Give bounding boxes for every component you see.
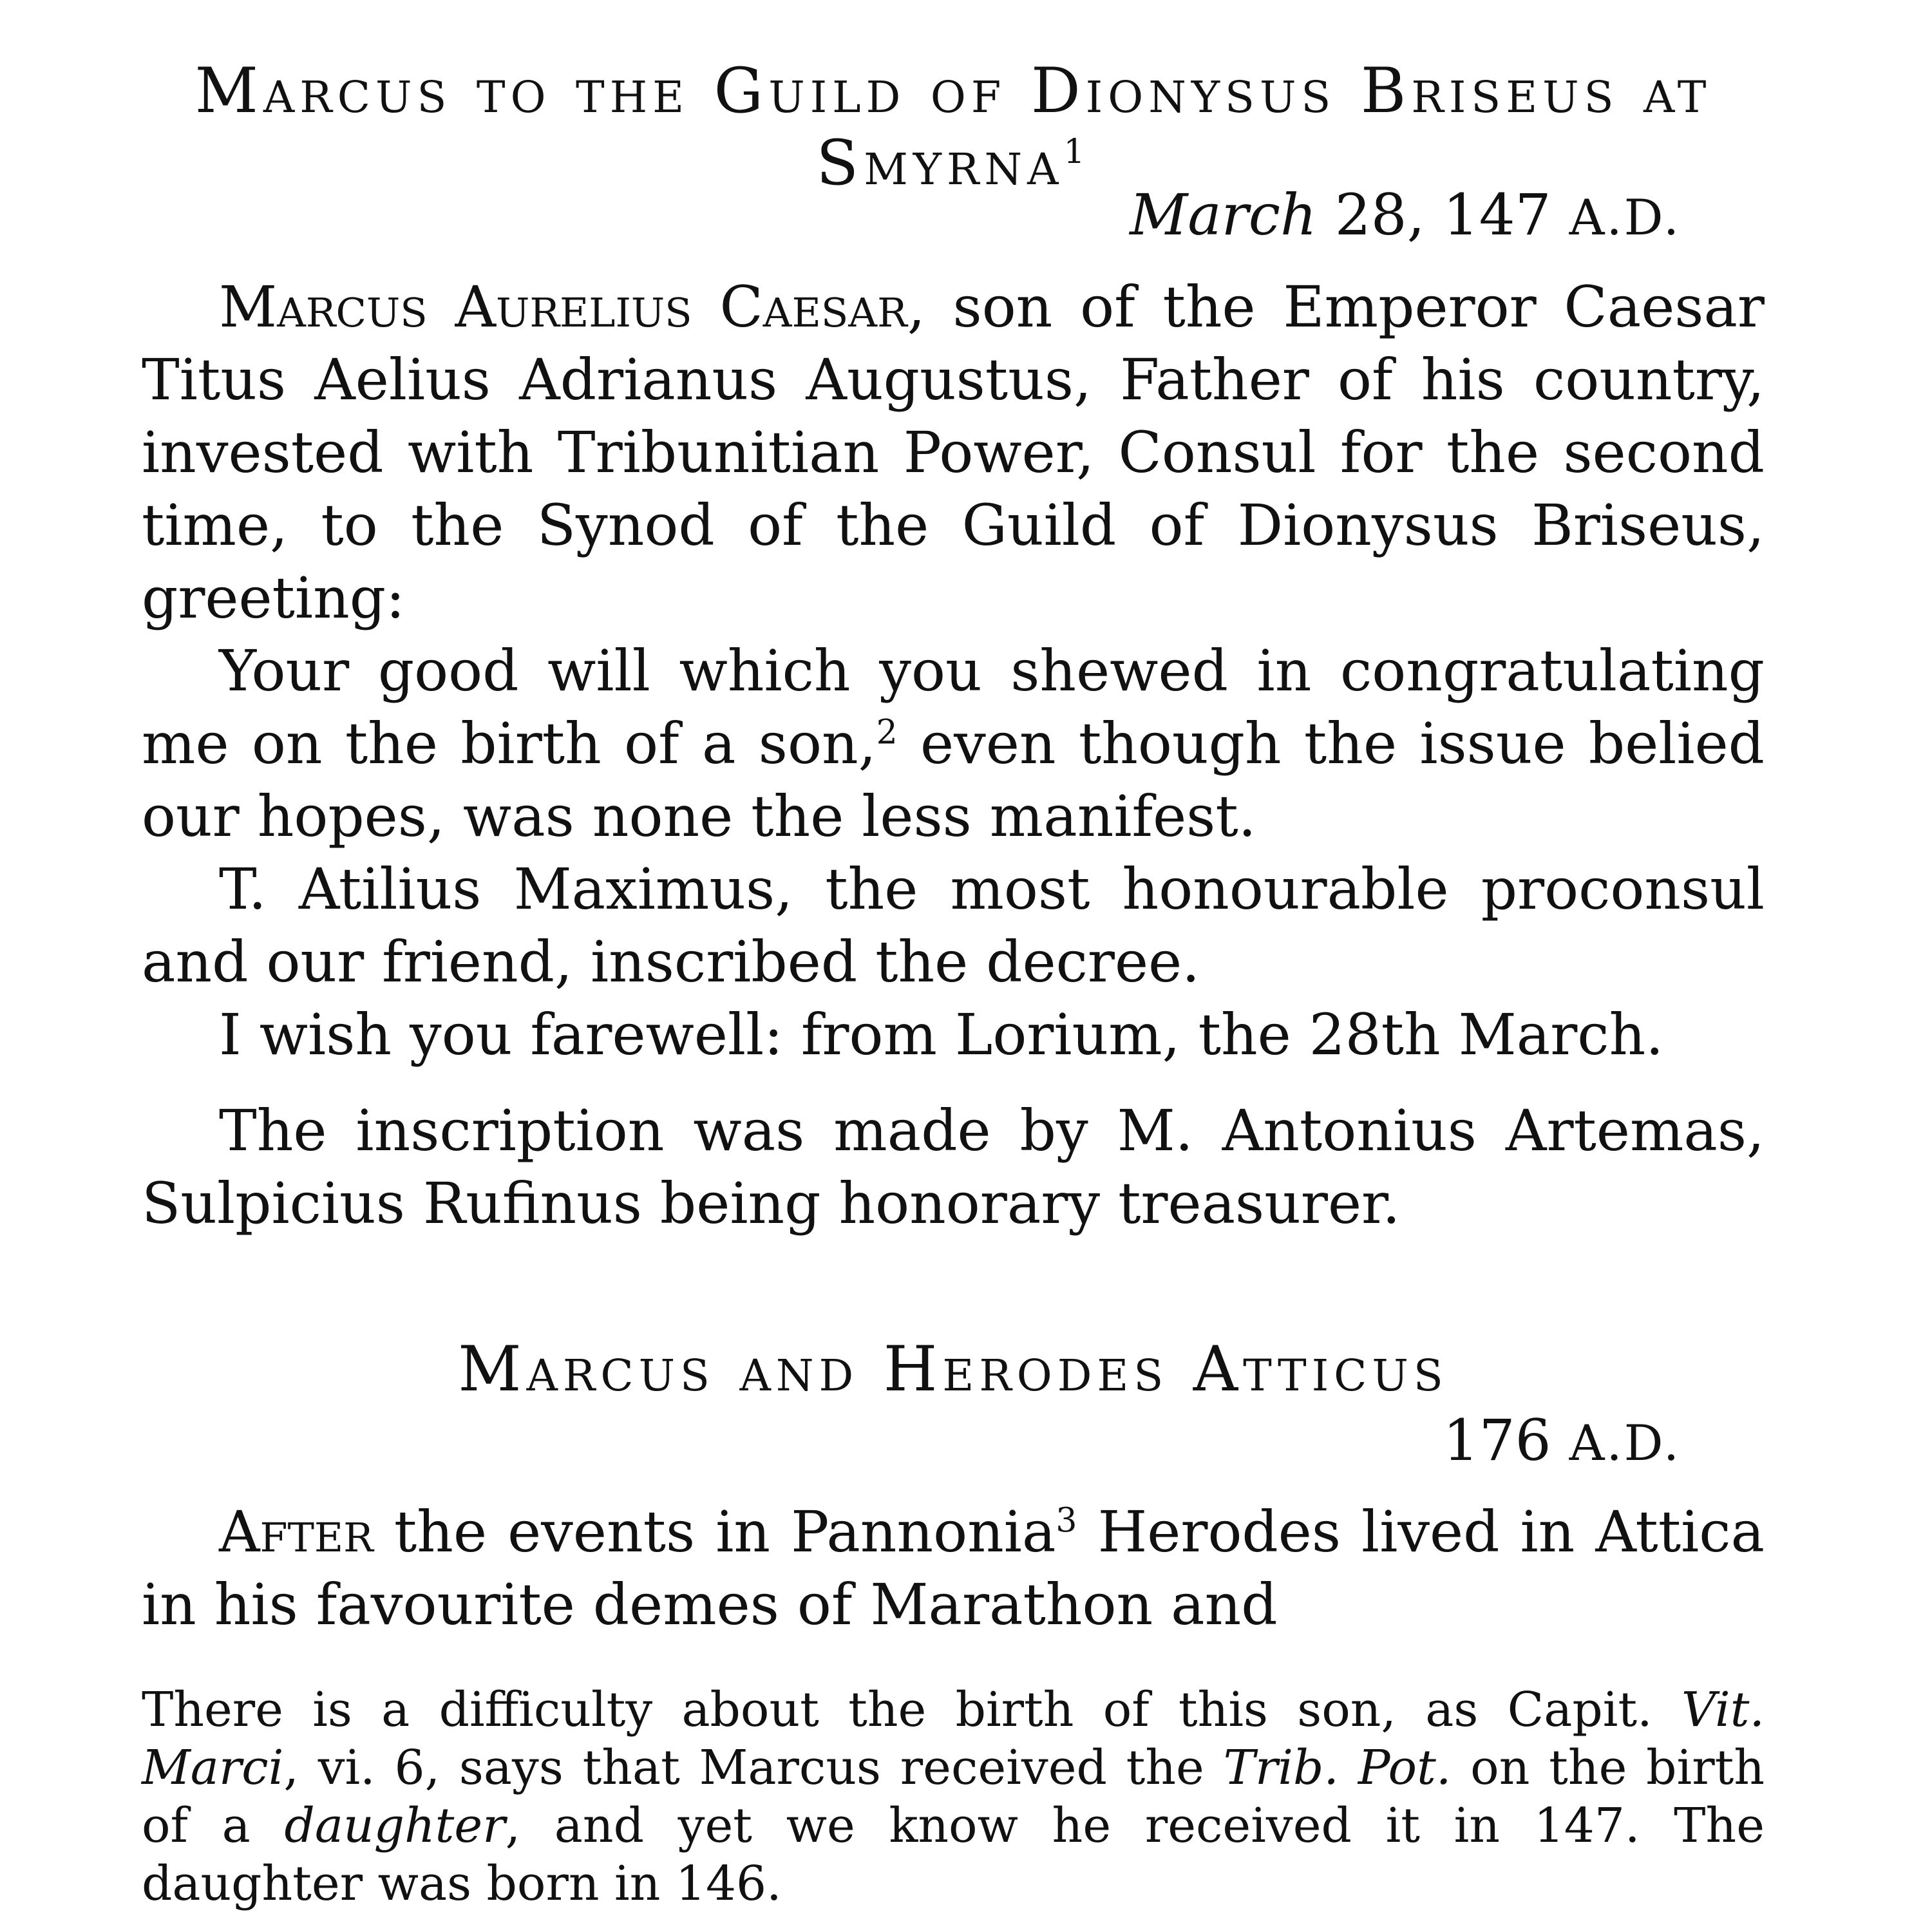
footnote-part-1: There is a difficulty about the birth of this son, as Capit. xyxy=(142,1682,1681,1738)
letter1-paragraph-goodwill xyxy=(142,634,1765,853)
letter1-paragraph-decree: T. Atilius Maximus, the most honourable proconsul and our friend, inscribed the decree. xyxy=(142,856,1765,995)
letter2-heading xyxy=(142,1333,1765,1405)
footnote-ref-1: 1 xyxy=(1063,133,1090,171)
letter1-title-smyrna: Smyrna xyxy=(816,127,1064,199)
footnote-ref-2: 2 xyxy=(876,713,898,752)
letter2-text-b: Herodes lived in Attica in his favourite demes of Marathon and xyxy=(142,1499,1765,1638)
letter1-body xyxy=(142,270,1765,1240)
letter1-goodwill-text-b: even though the issue belied our hopes, was none the less manifest. xyxy=(142,710,1765,849)
letter1-paragraph-inscription: The inscription was made by M. Antonius Artemas, Sulpicius Rufinus being honorary treasurer. xyxy=(142,1097,1765,1236)
footnote-italic-trib-pot: Trib. Pot. xyxy=(1223,1740,1452,1795)
letter2-lead-word: After xyxy=(219,1499,374,1565)
letter1-date-month: March xyxy=(1130,182,1317,248)
letter1-paragraph-salutation xyxy=(142,270,1765,634)
letter2-date-year: 176 xyxy=(1443,1407,1569,1473)
footnote-part-3: on the birth of a xyxy=(142,1740,1765,1853)
footnote-part-2: , vi. 6, says that Marcus received the xyxy=(283,1740,1224,1795)
footnote-italic-vit-marci: Vit. Marci xyxy=(142,1682,1765,1795)
letter1-date xyxy=(1130,182,1681,248)
letter2-date-era: A.D. xyxy=(1569,1414,1681,1472)
letter2-body xyxy=(142,1495,1765,1641)
letter1-heading xyxy=(142,55,1765,199)
letter2-text-a: the events in Pannonia xyxy=(373,1499,1056,1565)
letter1-salutation-text: , son of the Emperor Caesar Titus Aelius Adrianus Augustus, Father of his country, invested with Tribunitian Power, Consul for the second time, to the Synod of the Guild of Dionysus Briseus, greeting: xyxy=(142,274,1765,631)
letter1-paragraph-farewell: I wish you farewell: from Lorium, the 28th March. xyxy=(219,1001,1664,1068)
letter1-sender: Marcus Aurelius Caesar xyxy=(219,274,907,340)
footnote-section xyxy=(142,1681,1765,1913)
letter1-date-era: A.D. xyxy=(1569,189,1681,246)
footnote-text xyxy=(142,1681,1765,1913)
letter1-title-line1: Marcus to the Guild of Dionysus Briseus at xyxy=(194,55,1712,127)
footnote-part-4: , and yet we know he received it in 147. The daughter was born in 146. xyxy=(142,1798,1765,1911)
letter2-title: Marcus and Herodes Atticus xyxy=(458,1333,1448,1405)
letter2-date xyxy=(1443,1407,1681,1473)
letter1-date-day-year: 28, 147 xyxy=(1316,182,1569,248)
letter1-goodwill-text-a: Your good will which you shewed in congratulating me on the birth of a son, xyxy=(142,638,1765,777)
footnote-italic-daughter: daughter xyxy=(284,1798,506,1853)
footnote-ref-3: 3 xyxy=(1056,1501,1077,1540)
letter2-paragraph-herodes xyxy=(142,1495,1765,1641)
